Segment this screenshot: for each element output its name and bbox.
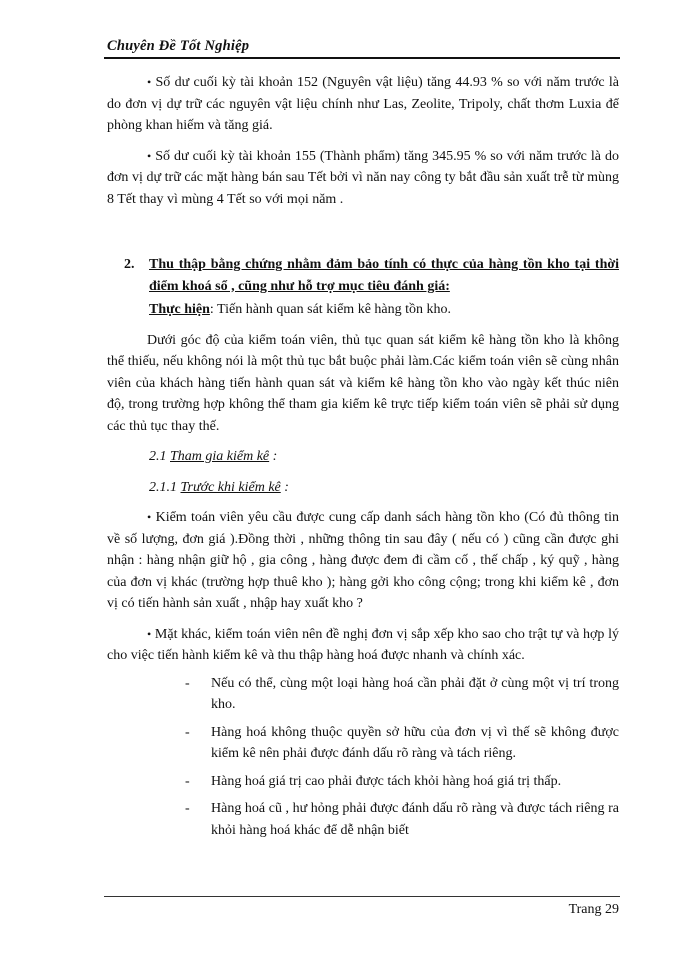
thuc-hien-text: : Tiến hành quan sát kiểm kê hàng tồn kho. [209, 302, 452, 317]
intro-paragraph: Dưới góc độ của kiểm toán viên, thủ tục quan sát kiểm kê hàng tồn kho là không thể thiếu, nếu không nói là một thủ tục bắt buộc phải làm.Các kiểm toán viên sẽ cùng nhân viên của khách hàng tiến hành quan sát và kiểm kê hàng tồn kho vào ngày kết thúc niên độ, trong trường hợp không thể tham gia kiểm kê trực tiếp kiểm toán viên sẽ phải sử dụng các thủ tục thay thế. [107, 332, 619, 434]
paragraph-text: Số dư cuối kỳ tài khoản 152 (Nguyên vật liệu) tăng 44.93 % so với năm trước là do đơn vị dự trữ các nguyên vật liệu chính như Las, Zeolite, Tripoly, chất thơm Luxia để phòng khan hiếm và tăng giá. [107, 75, 620, 133]
bullet-icon: • [147, 510, 152, 524]
paragraph-text: Số dư cuối kỳ tài khoản 155 (Thành phẩm) tăng 345.95 % so với năm trước là do đơn vị dự trữ các mặt hàng bán sau Tết bởi vì năn nay công ty bắt đầu sản xuất trễ từ mùng 8 Tết thay vì mùng 4 Tết so với mọi năm . [107, 148, 619, 207]
dash-icon: - [185, 801, 190, 816]
page-number: Trang 29 [568, 902, 619, 917]
list-item-text: Hàng hoá cũ , hư hỏng phải được đánh dấu rõ ràng và được tách riêng ra khỏi hàng hoá khác để dễ nhận biết [211, 801, 619, 838]
list-item [107, 798, 619, 841]
list-item-text: Hàng hoá giá trị cao phải được tách khỏi hàng hoá giá trị thấp. [211, 773, 562, 789]
dash-icon: - [185, 724, 190, 740]
list-item [107, 722, 619, 765]
subheading-title: Tham gia kiểm kê [170, 449, 270, 464]
bullet-paragraph-warehouse-arrangement [107, 624, 619, 667]
paragraph-account-152 [107, 72, 619, 137]
paragraph-text: Mặt khác, kiểm toán viên nên đề nghị đơn vị sắp xếp kho sao cho trật tự và hợp lý cho việc tiến hành kiểm kê và thu thập hàng hoá được nhanh và chính xác. [107, 626, 620, 663]
header-rule [104, 57, 620, 59]
dash-icon: - [185, 675, 190, 691]
list-item [107, 673, 619, 716]
thuc-hien-label: Thực hiện [149, 302, 210, 317]
subheading-suffix: : [269, 449, 278, 464]
paragraph-account-155 [107, 146, 619, 211]
list-item-text: Hàng hoá không thuộc quyền sở hữu của đơn vị vì thế sẽ không được kiểm kê nên phải được đánh dấu rõ ràng và tách riêng. [211, 724, 619, 761]
subheading-2-1-1 [107, 477, 619, 499]
subheading-title: Trước khi kiểm kê [180, 479, 281, 495]
bullet-icon: • [147, 626, 152, 641]
subheading-number: 2.1.1 [149, 479, 177, 495]
footer-rule [104, 896, 620, 897]
dash-list [107, 673, 619, 842]
section-2-heading [107, 254, 619, 297]
header-title: Chuyên Đề Tốt Nghiệp [107, 38, 250, 54]
list-item-text: Nếu có thể, cùng một loại hàng hoá cần phải đặt ở cùng một vị trí trong kho. [211, 675, 619, 712]
subheading-number: 2.1 [149, 449, 167, 464]
subheading-2-1 [107, 446, 619, 468]
subheading-suffix: : [280, 479, 289, 495]
paragraph-text: Kiểm toán viên yêu cầu được cung cấp danh sách hàng tồn kho (Có đủ thông tin về số lượng, đơn giá ).Đồng thời , những thông tin sau đây ( nếu có ) cũng cần được ghi nhận : hàng nhận giữ hộ , gia công , hàng được đem đi cầm cố , thế chấp , ký quỹ , hàng của đơn vị khác (trường hợp thuê kho ); hàng gởi kho công cộng; trong khi kiểm kê , đơn vị có tiến hành sản xuất , nhập hay xuất kho ? [107, 510, 620, 611]
bullet-paragraph-inventory-list [107, 507, 619, 615]
section-title: Thu thập bằng chứng nhằm đảm bảo tính có thực của hàng tồn kho tại thời điểm khoá sổ , cũng như hỗ trợ mục tiêu đánh giá: [149, 257, 619, 294]
bullet-icon: • [147, 148, 152, 163]
list-item [107, 771, 619, 793]
section-number: 2. [124, 257, 135, 272]
thuc-hien-line [107, 299, 619, 321]
bullet-icon: • [147, 75, 152, 89]
page-content [107, 72, 619, 841]
dash-icon: - [185, 773, 190, 789]
